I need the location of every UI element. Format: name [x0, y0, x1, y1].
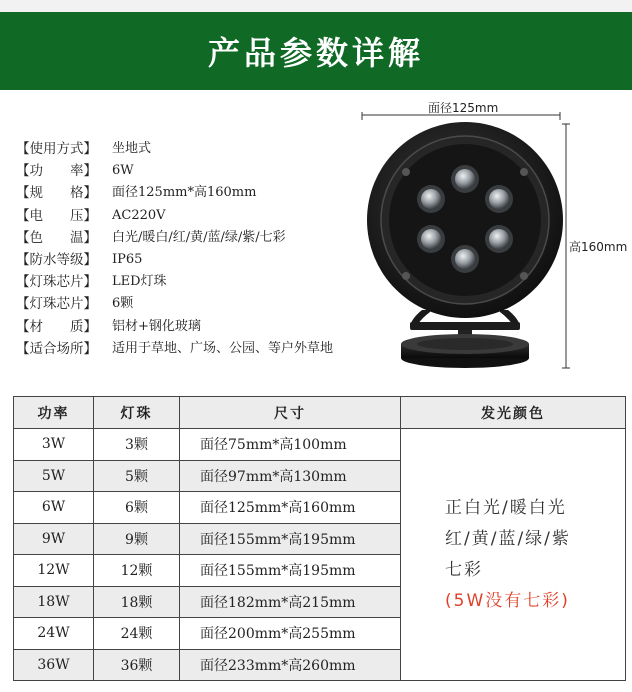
cell-beads: 9颗 — [94, 523, 180, 555]
spec-value: LED灯珠 — [112, 274, 167, 290]
color-cell — [401, 429, 626, 681]
header-size: 尺寸 — [180, 397, 401, 429]
page-title: 产品参数详解 — [207, 34, 424, 72]
spec-key: 【规 格】 — [16, 185, 97, 202]
cell-power: 12W — [14, 555, 94, 587]
title-banner — [0, 12, 632, 90]
spec-table — [13, 396, 626, 681]
spec-value: 6颗 — [112, 296, 134, 312]
cell-size: 面径125mm*高160mm — [180, 492, 401, 524]
spec-row — [16, 293, 333, 315]
spec-value: IP65 — [112, 252, 143, 268]
table-row — [14, 429, 626, 461]
cell-size: 面径97mm*高130mm — [180, 460, 401, 492]
cell-power: 3W — [14, 429, 94, 461]
cell-beads: 24颗 — [94, 618, 180, 650]
header-power: 功率 — [14, 397, 94, 429]
spec-key: 【防水等级】 — [16, 252, 97, 269]
spec-key: 【电 压】 — [16, 207, 97, 224]
cell-power: 5W — [14, 460, 94, 492]
spec-key: 【灯珠芯片】 — [16, 296, 97, 313]
spec-value: 适用于草地、广场、公园、等户外草地 — [112, 340, 334, 356]
cell-size: 面径155mm*高195mm — [180, 523, 401, 555]
header-beads: 灯珠 — [94, 397, 180, 429]
spec-value: 白光/暖白/红/黄/蓝/绿/紫/七彩 — [112, 229, 286, 245]
height-dimension-label: 高160mm — [569, 240, 628, 254]
spec-row — [16, 182, 333, 204]
spec-list — [16, 138, 333, 360]
cell-power: 6W — [14, 492, 94, 524]
color-line: 正白光/暖白光 — [445, 497, 567, 518]
cell-beads: 5颗 — [94, 460, 180, 492]
cell-size: 面径155mm*高195mm — [180, 555, 401, 587]
spec-key: 【色 温】 — [16, 229, 97, 246]
width-dimension-label: 面径125mm — [428, 101, 499, 115]
cell-beads: 3颗 — [94, 429, 180, 461]
cell-size: 面径200mm*高255mm — [180, 618, 401, 650]
spec-value: 6W — [112, 163, 134, 179]
spec-row — [16, 249, 333, 271]
spec-row — [16, 138, 333, 160]
spec-key: 【适合场所】 — [16, 340, 97, 357]
spec-value: AC220V — [112, 207, 166, 223]
cell-beads: 18颗 — [94, 586, 180, 618]
table-header-row — [14, 397, 626, 429]
cell-power: 18W — [14, 586, 94, 618]
color-line: 七彩 — [445, 559, 483, 580]
cell-power: 24W — [14, 618, 94, 650]
spec-key: 【材 质】 — [16, 318, 97, 335]
lamp-drawing — [360, 112, 570, 374]
cell-power: 9W — [14, 523, 94, 555]
top-strip — [0, 0, 632, 12]
cell-beads: 12颗 — [94, 555, 180, 587]
spec-key: 【功 率】 — [16, 163, 97, 180]
spec-key: 【使用方式】 — [16, 141, 97, 157]
spec-row — [16, 205, 333, 227]
spec-row — [16, 316, 333, 338]
spec-value: 坐地式 — [112, 141, 152, 156]
spec-value: 面径125mm*高160mm — [112, 185, 257, 201]
cell-power: 36W — [14, 649, 94, 681]
spec-row — [16, 160, 333, 182]
cell-beads: 6颗 — [94, 492, 180, 524]
cell-size: 面径182mm*高215mm — [180, 586, 401, 618]
color-note: (5W没有七彩) — [445, 590, 570, 611]
spec-row — [16, 271, 333, 293]
cell-size: 面径233mm*高260mm — [180, 649, 401, 681]
header-color: 发光颜色 — [401, 397, 626, 429]
color-line: 红/黄/蓝/绿/紫 — [445, 528, 571, 549]
spec-value: 铝材+钢化玻璃 — [112, 318, 201, 334]
spec-key: 【灯珠芯片】 — [16, 274, 97, 291]
cell-beads: 36颗 — [94, 649, 180, 681]
spec-row — [16, 227, 333, 249]
cell-size: 面径75mm*高100mm — [180, 429, 401, 461]
spec-row — [16, 338, 333, 360]
